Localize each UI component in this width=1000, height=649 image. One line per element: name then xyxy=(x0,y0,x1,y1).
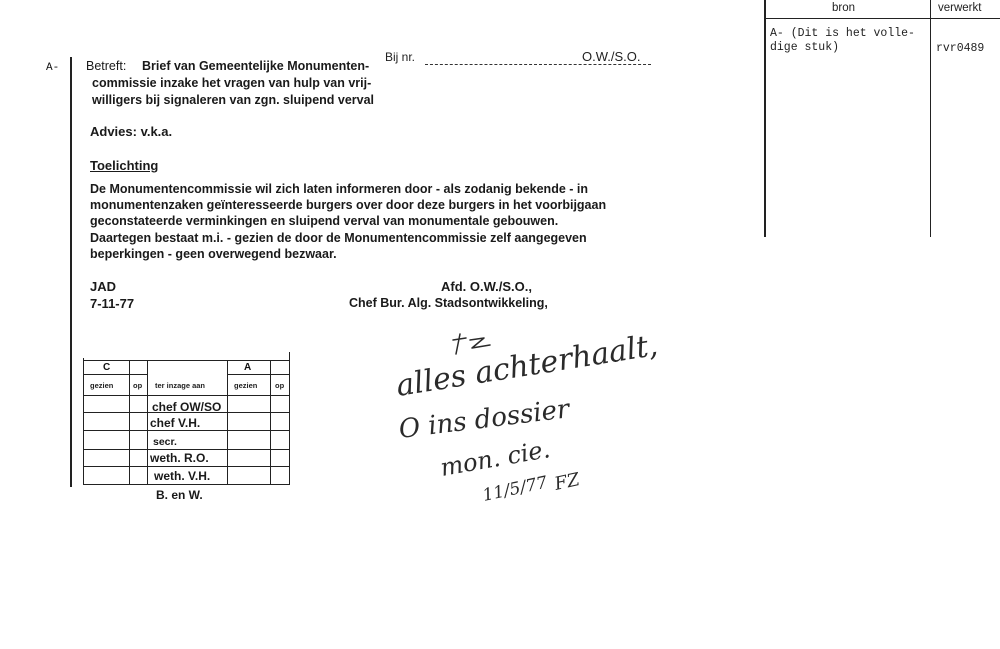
handwritten-note xyxy=(380,318,680,508)
dist-op-c: op xyxy=(133,381,143,390)
signature-dept-line2: Chef Bur. Alg. Stadsontwikkeling, xyxy=(349,296,548,310)
subject-line2: commissie inzake het vragen van hulp van vrij- xyxy=(92,76,372,90)
distribution-footer: B. en W. xyxy=(156,488,203,502)
handwritten-line-1: alles achterhaalt, xyxy=(393,328,661,404)
explanation-line-3: geconstateerde verminkingen en sluipend verval van monumentale gebouwen. xyxy=(90,214,559,228)
register-header-verwerkt: verwerkt xyxy=(938,2,982,14)
dist-row-secr: secr. xyxy=(153,436,177,448)
register-bron-line2: dige stuk) xyxy=(770,41,840,54)
dept-code: O.W./S.O. xyxy=(582,49,641,64)
handwritten-line-3: mon. cie. xyxy=(438,435,553,482)
margin-mark: A- xyxy=(46,62,60,74)
handwritten-line-2: O ins dossier xyxy=(397,394,571,445)
dist-row-weth-ro: weth. R.O. xyxy=(150,451,209,465)
register-header-rule xyxy=(764,18,1000,19)
register-left-border xyxy=(764,0,766,237)
dist-row-weth-vh: weth. V.H. xyxy=(154,469,211,483)
register-header-bron: bron xyxy=(832,2,856,14)
register-verwerkt-code: rvr0489 xyxy=(936,42,985,55)
dist-header-rule xyxy=(83,395,289,396)
dist-bottom-rule xyxy=(83,484,289,485)
subject-line1: Brief van Gemeentelijke Monumenten- xyxy=(142,59,370,73)
signature-dept-line1: Afd. O.W./S.O., xyxy=(441,279,532,294)
dist-op-a: op xyxy=(275,381,285,390)
explanation-line-5: beperkingen - geen overwegend bezwaar. xyxy=(90,247,337,261)
dist-border-right xyxy=(289,352,290,485)
dist-col-c: C xyxy=(103,362,111,373)
dist-row-chef-vh: chef V.H. xyxy=(150,416,201,430)
dist-row-chef-owso: chef OW/SO xyxy=(152,400,222,414)
dist-c-rule xyxy=(83,374,147,375)
explanation-heading: Toelichting xyxy=(90,158,159,173)
dist-top-rule xyxy=(83,360,289,361)
handwritten-date: 11/5/77 xyxy=(480,472,550,506)
dist-row-rule-2 xyxy=(83,430,289,431)
dist-row-rule-4 xyxy=(83,466,289,467)
subject-label: Betreft: xyxy=(86,59,127,73)
explanation-line-4: Daartegen bestaat m.i. - gezien de door de Monumentencommissie zelf aangegeven xyxy=(90,231,587,245)
explanation-line-1: De Monumentencommissie wil zich laten informeren door - als zodanig bekende - in xyxy=(90,182,588,196)
dist-gezien-a: gezien xyxy=(234,381,258,390)
dist-a-rule xyxy=(227,374,289,375)
register-column-divider xyxy=(930,0,931,237)
document-margin-line xyxy=(70,57,72,487)
dist-col-a: A xyxy=(244,362,252,373)
author-initials: JAD xyxy=(90,279,117,294)
explanation-line-2: monumentenzaken geïnteresseerde burgers over door deze burgers in het voorbijgaan xyxy=(90,198,607,212)
dist-row-rule-3 xyxy=(83,449,289,450)
bij-nr-rule xyxy=(425,64,651,65)
advice-text: Advies: v.k.a. xyxy=(90,124,173,139)
dist-ter-inzage: ter inzage aan xyxy=(155,381,206,390)
subject-line3: willigers bij signaleren van zgn. sluipend verval xyxy=(92,93,375,107)
bij-nr-label: Bij nr. xyxy=(385,50,416,64)
dist-gezien-c: gezien xyxy=(90,381,114,390)
document-date: 7-11-77 xyxy=(90,296,135,311)
handwritten-initials: FZ xyxy=(552,469,582,495)
register-bron-line1: A- (Dit is het volle- xyxy=(770,27,915,40)
